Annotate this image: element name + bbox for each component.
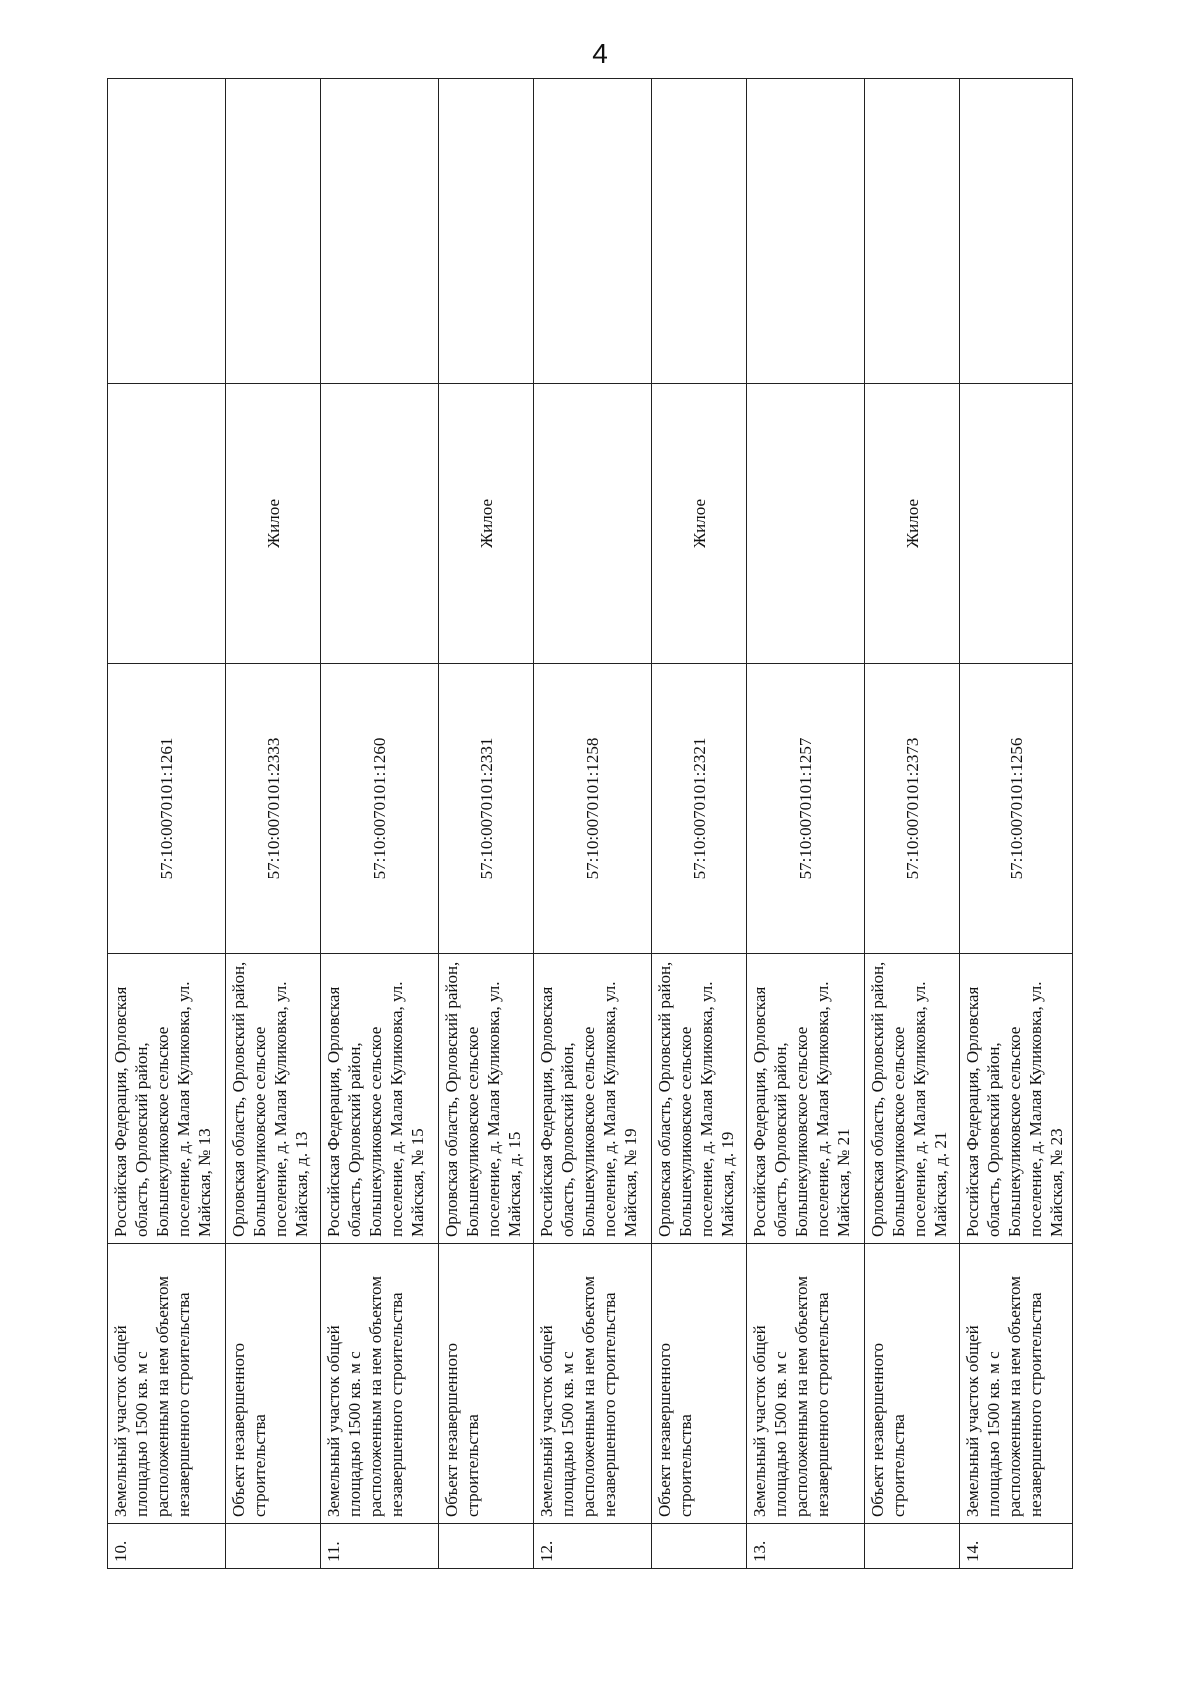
- object-address: Российская Федерация, Орловская область, Орловский район, Большекуликовское сельское поселение, д. Малая Куликовка, ул. Майская, № 23: [960, 954, 1073, 1244]
- object-description: Земельный участок общей площадью 1500 кв. м с расположенным на нем объектом незавершенного строительства: [108, 1244, 226, 1524]
- cadastral-number: 57:10:0070101:1260: [321, 664, 439, 954]
- object-address: Орловская область, Орловский район, Большекуликовское сельское поселение, д. Малая Куликовка, ул. Майская, д. 21: [865, 954, 960, 1244]
- object-purpose: [534, 384, 652, 664]
- page-number: 4: [592, 38, 608, 69]
- table-row: [960, 79, 1073, 1569]
- cadastral-number: 57:10:0070101:2333: [226, 664, 321, 954]
- row-number: [865, 1524, 960, 1569]
- table-row: [747, 79, 865, 1569]
- cadastral-number: 57:10:0070101:2321: [652, 664, 747, 954]
- object-address: Российская Федерация, Орловская область, Орловский район, Большекуликовское сельское поселение, д. Малая Куликовка, ул. Майская, № 21: [747, 954, 865, 1244]
- document-table-wrapper: [107, 79, 1072, 1569]
- property-table: [107, 78, 1073, 1569]
- object-address: Российская Федерация, Орловская область, Орловский район, Большекуликовское сельское поселение, д. Малая Куликовка, ул. Майская, № 15: [321, 954, 439, 1244]
- object-address: Российская Федерация, Орловская область, Орловский район, Большекуликовское сельское поселение, д. Малая Куликовка, ул. Майская, № 13: [108, 954, 226, 1244]
- table-row: [865, 79, 960, 1569]
- object-address: Орловская область, Орловский район, Большекуликовское сельское поселение, д. Малая Куликовка, ул. Майская, д. 19: [652, 954, 747, 1244]
- empty-cell: [534, 79, 652, 384]
- table-body: [108, 79, 1073, 1569]
- table-row: [321, 79, 439, 1569]
- row-number: [652, 1524, 747, 1569]
- object-purpose: Жилое: [226, 384, 321, 664]
- row-number: [439, 1524, 534, 1569]
- table-row: [439, 79, 534, 1569]
- object-purpose: Жилое: [652, 384, 747, 664]
- empty-cell: [226, 79, 321, 384]
- row-number: 13.: [747, 1524, 865, 1569]
- empty-cell: [108, 79, 226, 384]
- object-purpose: [747, 384, 865, 664]
- object-purpose: [321, 384, 439, 664]
- cadastral-number: 57:10:0070101:1257: [747, 664, 865, 954]
- object-purpose: [960, 384, 1073, 664]
- object-description: Объект незавершенного строительства: [226, 1244, 321, 1524]
- object-description: Земельный участок общей площадью 1500 кв. м с расположенным на нем объектом незавершенного строительства: [534, 1244, 652, 1524]
- table-row: [108, 79, 226, 1569]
- object-description: Объект незавершенного строительства: [439, 1244, 534, 1524]
- object-purpose: Жилое: [439, 384, 534, 664]
- object-address: Орловская область, Орловский район, Большекуликовское сельское поселение, д. Малая Куликовка, ул. Майская, д. 13: [226, 954, 321, 1244]
- empty-cell: [865, 79, 960, 384]
- cadastral-number: 57:10:0070101:1261: [108, 664, 226, 954]
- cadastral-number: 57:10:0070101:2331: [439, 664, 534, 954]
- empty-cell: [960, 79, 1073, 384]
- row-number: [226, 1524, 321, 1569]
- object-address: Орловская область, Орловский район, Большекуликовское сельское поселение, д. Малая Куликовка, ул. Майская, д. 15: [439, 954, 534, 1244]
- object-purpose: [108, 384, 226, 664]
- cadastral-number: 57:10:0070101:1256: [960, 664, 1073, 954]
- object-description: Объект незавершенного строительства: [652, 1244, 747, 1524]
- object-description: Земельный участок общей площадью 1500 кв. м с расположенным на нем объектом незавершенного строительства: [960, 1244, 1073, 1524]
- empty-cell: [652, 79, 747, 384]
- empty-cell: [439, 79, 534, 384]
- cadastral-number: 57:10:0070101:1258: [534, 664, 652, 954]
- object-description: Земельный участок общей площадью 1500 кв. м с расположенным на нем объектом незавершенного строительства: [321, 1244, 439, 1524]
- cadastral-number: 57:10:0070101:2373: [865, 664, 960, 954]
- table-row: [652, 79, 747, 1569]
- row-number: 11.: [321, 1524, 439, 1569]
- object-description: Объект незавершенного строительства: [865, 1244, 960, 1524]
- row-number: 10.: [108, 1524, 226, 1569]
- row-number: 14.: [960, 1524, 1073, 1569]
- empty-cell: [321, 79, 439, 384]
- row-number: 12.: [534, 1524, 652, 1569]
- object-description: Земельный участок общей площадью 1500 кв. м с расположенным на нем объектом незавершенного строительства: [747, 1244, 865, 1524]
- object-address: Российская Федерация, Орловская область, Орловский район, Большекуликовское сельское поселение, д. Малая Куликовка, ул. Майская, № 19: [534, 954, 652, 1244]
- table-row: [534, 79, 652, 1569]
- empty-cell: [747, 79, 865, 384]
- object-purpose: Жилое: [865, 384, 960, 664]
- table-row: [226, 79, 321, 1569]
